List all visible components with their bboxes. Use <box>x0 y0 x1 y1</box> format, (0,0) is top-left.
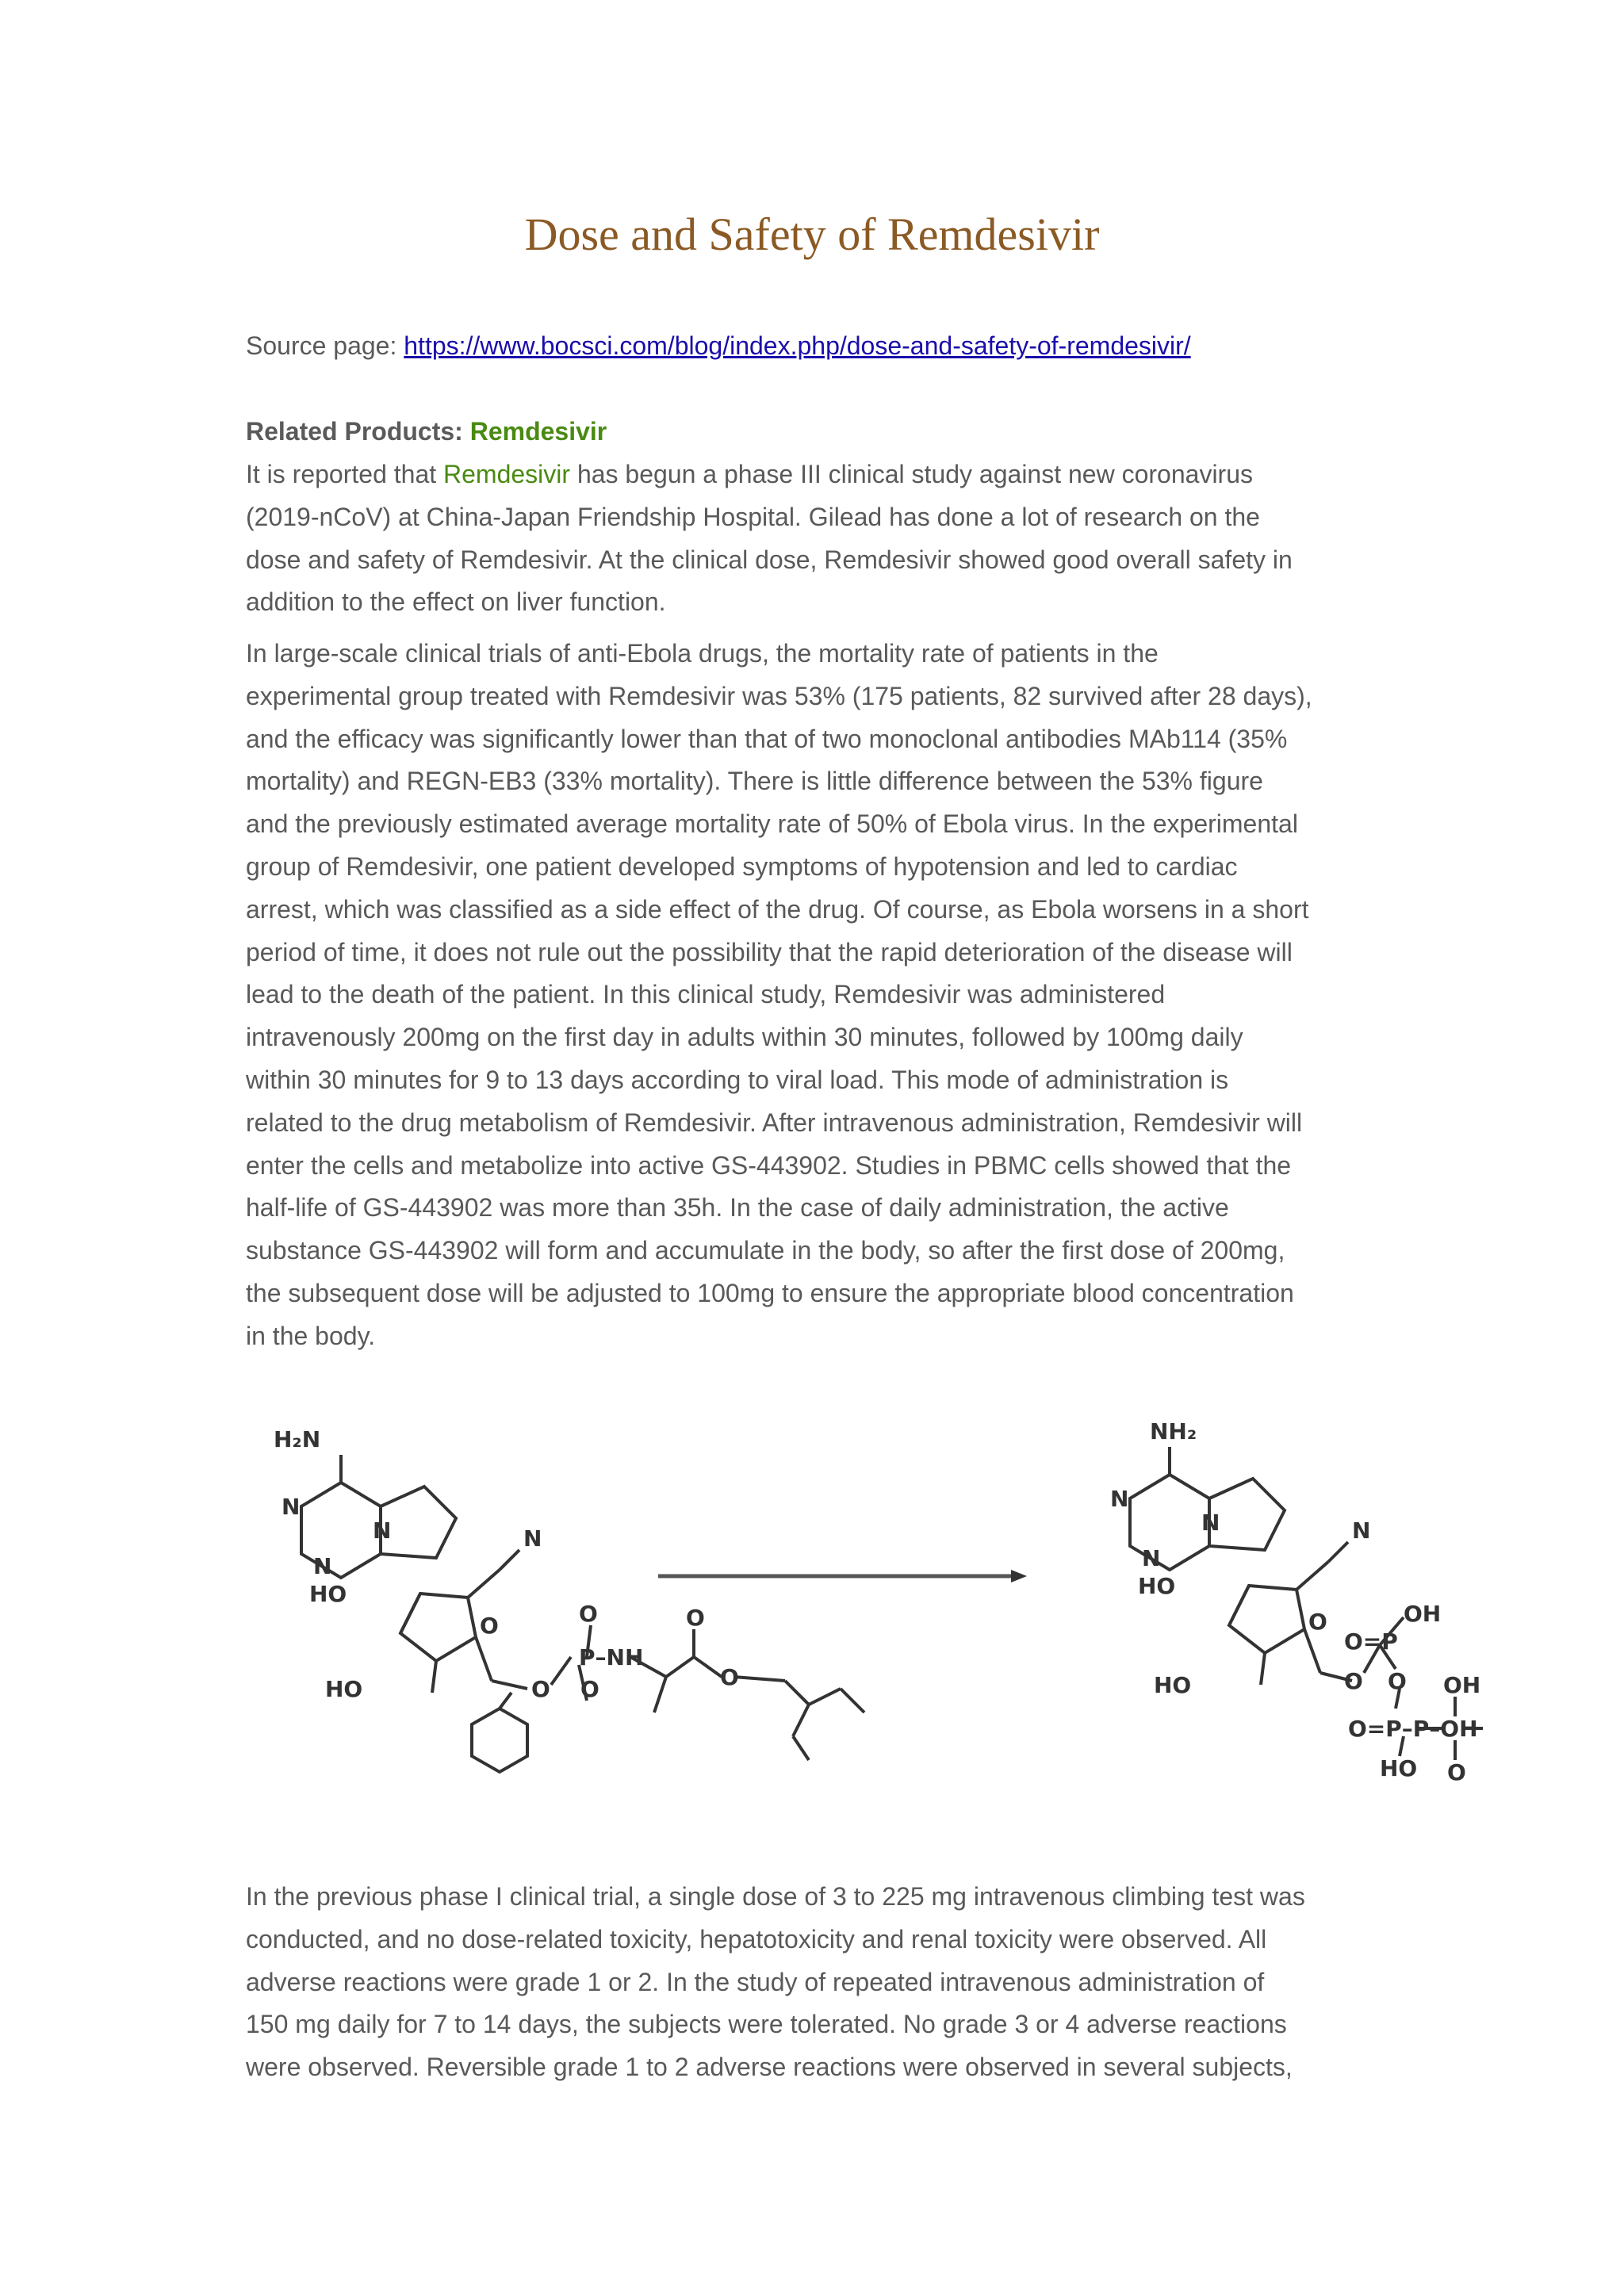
paragraph-ebola-trials <box>246 633 1396 1358</box>
paragraph-line: mortality) and REGN-EB3 (33% mortality). There is little difference between the 53% figure <box>246 767 1263 796</box>
label-oh: OH <box>1443 1672 1481 1698</box>
label-n: N <box>1110 1486 1129 1512</box>
label-ho: HO <box>1138 1573 1176 1599</box>
paragraph-line: and the previously estimated average mortality rate of 50% of Ebola virus. In the experimental <box>246 809 1298 839</box>
label-n: N <box>1142 1545 1161 1571</box>
label-p-nh: P–NH <box>579 1644 644 1670</box>
paragraph-line: related to the drug metabolism of Remdesivir. After intravenous administration, Remdesivir will <box>246 1108 1303 1137</box>
paragraph-line: intravenously 200mg on the first day in adults within 30 minutes, followed by 100mg daily <box>246 1023 1243 1052</box>
text-span: It is reported that <box>246 460 444 488</box>
pyrrole-ring <box>1209 1479 1285 1550</box>
label-ho: HO <box>325 1676 363 1702</box>
paragraph-line: lead to the death of the patient. In this clinical study, Remdesivir was administered <box>246 980 1166 1009</box>
paragraph-line: conducted, and no dose-related toxicity, hepatotoxicity and renal toxicity were observed. All <box>246 1924 1267 1954</box>
label-o-ester: O <box>720 1664 739 1690</box>
source-label: Source page: <box>246 331 397 360</box>
paragraph-line: substance GS-443902 will form and accumulate in the body, so after the first dose of 200mg, <box>246 1236 1285 1265</box>
text-span: has begun a phase III clinical study against new coronavirus <box>570 460 1253 488</box>
paragraph-intro <box>246 453 1396 624</box>
paragraph-line: and the efficacy was significantly lower than that of two monoclonal antibodies MAb114 (35% <box>246 724 1288 753</box>
paragraph-line <box>246 453 1396 496</box>
paragraph-line: 150 mg daily for 7 to 14 days, the subjects were tolerated. No grade 3 or 4 adverse reactions <box>246 2010 1287 2039</box>
paragraph-line: half-life of GS-443902 was more than 35h. In the case of daily administration, the active <box>246 1193 1229 1223</box>
label-n: N <box>282 1494 301 1520</box>
label-nitrile-n: N <box>1352 1517 1371 1544</box>
ribose-ring <box>400 1594 476 1661</box>
label-o-p: O <box>579 1601 598 1627</box>
label-o-p: O=P <box>1344 1628 1398 1655</box>
label-n: N <box>313 1553 332 1579</box>
paragraph-line: the subsequent dose will be adjusted to 100mg to ensure the appropriate blood concentration <box>246 1278 1294 1307</box>
page-title: Dose and Safety of Remdesivir <box>524 209 1100 260</box>
label-o-link: O <box>1344 1668 1363 1694</box>
label-n: N <box>373 1517 392 1544</box>
chemical-structures <box>238 1403 1507 1831</box>
paragraph-line: arrest, which was classified as a side effect of the drug. Of course, as Ebola worsens in a short <box>246 894 1309 924</box>
label-amine: H₂N <box>274 1426 321 1452</box>
label-o-ring: O <box>480 1613 499 1639</box>
label-ho: HO <box>309 1581 347 1607</box>
label-nitrile-n: N <box>523 1525 542 1552</box>
paragraph-line: period of time, it does not rule out the possibility that the rapid deterioration of the disease will <box>246 937 1293 966</box>
paragraph-line: adverse reactions were grade 1 or 2. In the study of repeated intravenous administration of <box>246 1967 1265 1996</box>
label-o-carbonyl: O <box>686 1605 705 1631</box>
pyrrole-ring <box>381 1487 456 1558</box>
label-n: N <box>1201 1510 1220 1536</box>
paragraph-line: within 30 minutes for 9 to 13 days according to viral load. This mode of administration is <box>246 1065 1229 1094</box>
paragraph-line: experimental group treated with Remdesivir was 53% (175 patients, 82 survived after 28 days), <box>246 681 1312 710</box>
paragraph-line: dose and safety of Remdesivir. At the clinical dose, Remdesivir showed good overall safety in <box>246 545 1293 574</box>
phenyl-ring <box>472 1709 527 1772</box>
label-amine: NH₂ <box>1150 1418 1197 1445</box>
paragraph-line: in the body. <box>246 1321 376 1350</box>
label-o: O <box>1447 1759 1466 1785</box>
remdesivir-link[interactable]: Remdesivir <box>443 460 571 488</box>
label-o-phenoxy: O <box>580 1676 599 1702</box>
paragraph-phase-one <box>246 1876 1396 2089</box>
label-ho: HO <box>1380 1755 1418 1781</box>
label-o-bridge: O <box>1388 1668 1407 1694</box>
source-line <box>246 325 1396 368</box>
label-oh: OH <box>1404 1601 1442 1627</box>
paragraph-line: In large-scale clinical trials of anti-Ebola drugs, the mortality rate of patients in the <box>246 639 1159 668</box>
reaction-arrow <box>658 1570 1027 1582</box>
label-o-ring: O <box>1308 1609 1327 1635</box>
paragraph-line: enter the cells and metabolize into active GS-443902. Studies in PBMC cells showed that the <box>246 1150 1292 1180</box>
label-diphosphate: O=P–P–OH <box>1348 1716 1478 1742</box>
related-product-link[interactable]: Remdesivir <box>469 417 607 446</box>
paragraph-line: (2019-nCoV) at China-Japan Friendship Hospital. Gilead has done a lot of research on the <box>246 502 1260 531</box>
paragraph-line: group of Remdesivir, one patient developed symptoms of hypotension and led to cardiac <box>246 851 1238 881</box>
paragraph-line: were observed. Reversible grade 1 to 2 adverse reactions were observed in several subjects, <box>246 2053 1293 2082</box>
source-link[interactable]: https://www.bocsci.com/blog/index.php/dose-and-safety-of-remdesivir/ <box>404 331 1191 360</box>
label-ho: HO <box>1154 1672 1192 1698</box>
metabolism-figure <box>238 1403 1507 1831</box>
ribose-ring <box>1229 1586 1304 1653</box>
paragraph-line: addition to the effect on liver function. <box>246 587 666 617</box>
related-products <box>246 411 1396 453</box>
label-o-link: O <box>531 1676 550 1702</box>
related-label: Related Products: <box>246 417 463 446</box>
paragraph-line: In the previous phase I clinical trial, a single dose of 3 to 225 mg intravenous climbing test was <box>246 1882 1305 1911</box>
